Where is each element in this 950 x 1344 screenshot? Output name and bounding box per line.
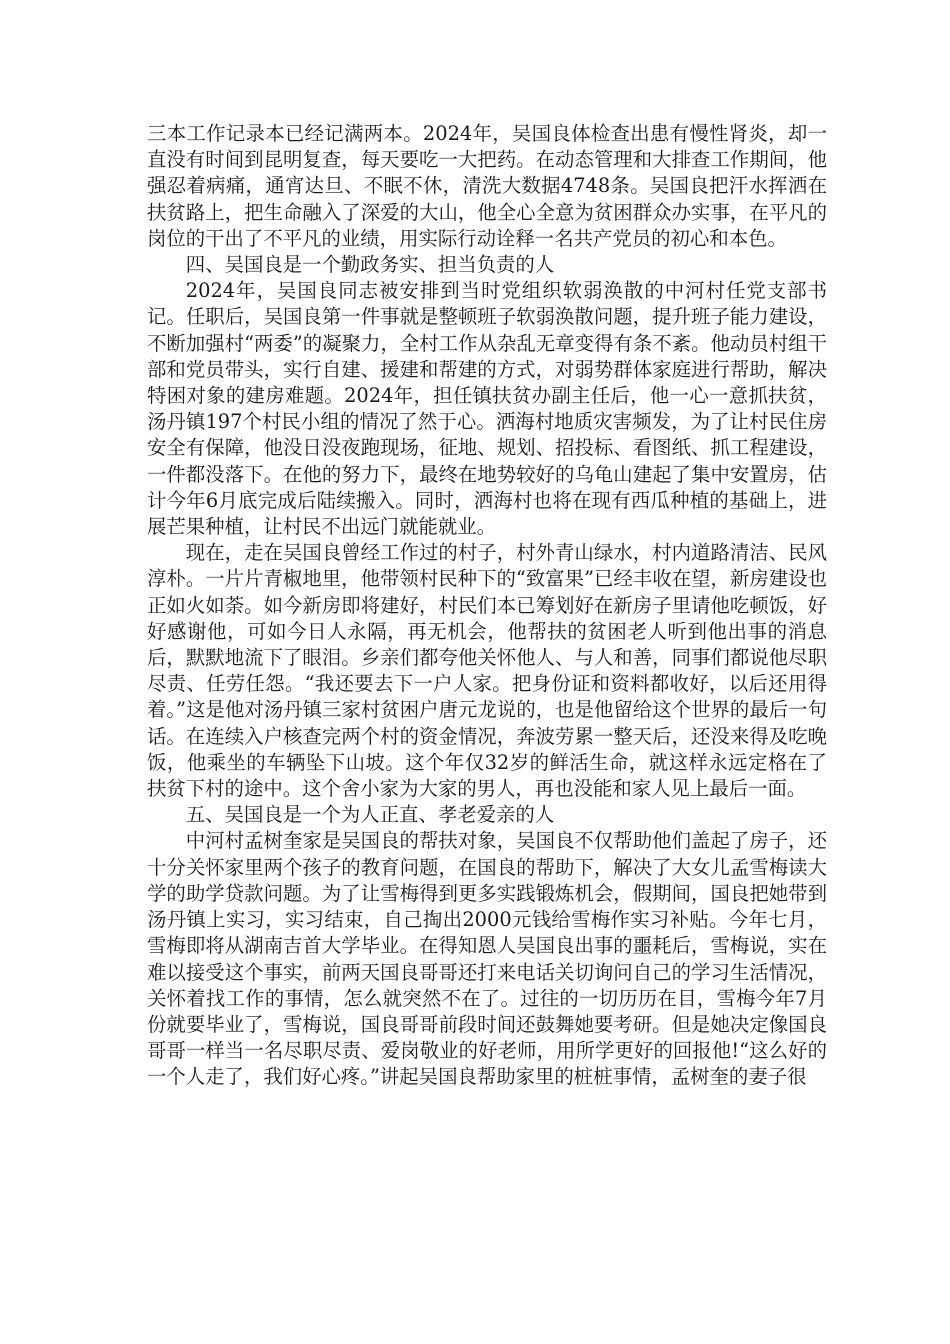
paragraph-continuation: 三本工作记录本已经记满两本。2024年，吴国良体检查出患有慢性肾炎，却一直没有时间到昆明复查，每天要吃一大把药。在动态管理和大排查工作期间，他强忍着病痛，通宵达旦、不眠不休，清洗大数据4748条。吴国良把汗水挥洒在扶贫路上，把生命融入了深爱的大山，他全心全意为贫困群众办实事，在平凡的岗位的干出了不平凡的业绩，用实际行动诠释一名共产党员的初心和本色。 <box>147 122 827 250</box>
section-heading-4: 四、吴国良是一个勤政务实、担当负责的人 <box>185 253 555 277</box>
body-paragraph: 中河村孟树奎家是吴国良的帮扶对象，吴国良不仅帮助他们盖起了房子，还十分关怀家里两个孩子的教育问题，在国良的帮助下，解决了大女儿孟雪梅读大学的助学贷款问题。为了让雪梅得到更多实践锻炼机会，假期间，国良把她带到汤丹镇上实习，实习结束，自己掏出2000元钱给雪梅作实习补贴。今年七月，雪梅即将从湖南吉首大学毕业。在得知恩人吴国良出事的噩耗后，雪梅说，实在难以接受这个事实，前两天国良哥哥还打来电话关切询问自己的学习生活情况，关怀着找工作的事情，怎么就突然不在了。过往的一切历历在目，雪梅今年7月份就要毕业了，雪梅说，国良哥哥前段时间还鼓舞她要考研。但是她决定像国良哥哥一样当一名尽职尽责、爱岗敬业的好老师，用所学更好的回报他!“这么好的一个人走了，我们好心疼。”讲起吴国良帮助家里的桩桩事情，孟树奎的妻子很 <box>147 829 827 1089</box>
body-paragraph: 现在，走在吴国良曾经工作过的村子，村外青山绿水，村内道路清洁、民风淳朴。一片片青椒地里，他带领村民种下的“致富果”已经丰收在望，新房建设也正如火如荼。如今新房即将建好，村民们本已筹划好在新房子里请他吃顿饭，好好感谢他，可如今日人永隔，再无机会，他帮扶的贫困老人听到他出事的消息后，默默地流下了眼泪。乡亲们都夸他关怀他人、与人和善，同事们都说他尽职尽责、任劳任怨。“我还要去下一户人家。把身份证和资料都收好，以后还用得着。”这是他对汤丹镇三家村贫困户唐元龙说的，也是他留给这个世界的最后一句话。在连续入户核查完两个村的资金情况，奔波劳累一整天后，还没来得及吃晚饭，他乘坐的车辆坠下山坡。这个年仅32岁的鲜活生命，就这样永远定格在了扶贫下村的途中。这个舍小家为大家的男人，再也没能和家人见上最后一面。 <box>147 541 827 801</box>
section-heading-5: 五、吴国良是一个为人正直、孝老爱亲的人 <box>185 803 555 827</box>
body-paragraph: 2024年，吴国良同志被安排到当时党组织软弱涣散的中河村任党支部书记。任职后，吴国良第一件事就是整顿班子软弱涣散问题，提升班子能力建设，不断加强村“两委”的凝聚力，全村工作从杂乱无章变得有条不紊。他动员村组干部和党员带头，实行自建、援建和帮建的方式，对弱势群体家庭进行帮助，解决特困对象的建房难题。2024年，担任镇扶贫办副主任后，他一心一意抓扶贫，汤丹镇197个村民小组的情况了然于心。洒海村地质灾害频发，为了让村民住房安全有保障，他没日没夜跑现场，征地、规划、招投标、看图纸、抓工程建设，一件都没落下。在他的努力下，最终在地势较好的乌龟山建起了集中安置房，估计今年6月底完成后陆续搬入。同时，洒海村也将在现有西瓜种植的基础上，进展芒果种植，让村民不出远门就能就业。 <box>147 279 827 539</box>
document-body <box>147 121 827 1091</box>
